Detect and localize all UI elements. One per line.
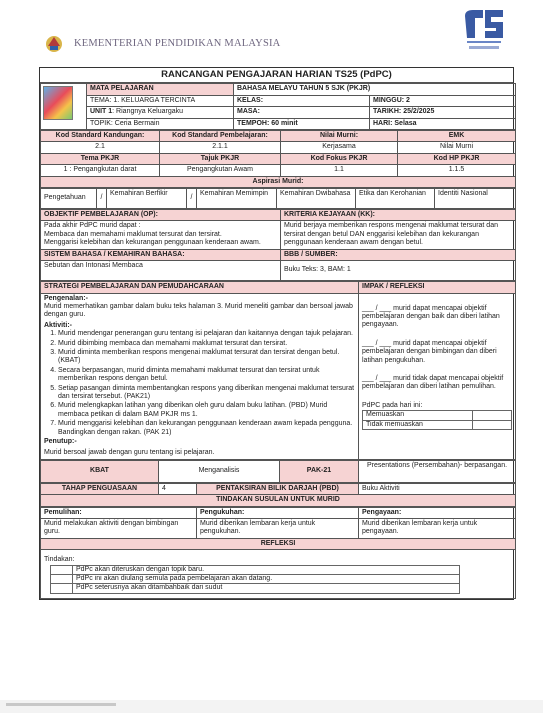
kbat-header: KBAT [41, 460, 159, 482]
kod-fokus-value: 1.1 [281, 165, 398, 176]
aktiviti-item: 5. Setiap pasangan diminta membentangkan respons yang diberikan mengenai maklumat tersurat dan tersirat tersebut. (PAK21) [58, 385, 355, 402]
tindakan-table [50, 565, 460, 594]
pelaksanaan-table [362, 410, 512, 430]
tindakan-item: PdPc akan diteruskan dengan topik baru. [73, 565, 460, 574]
pak21-value: Presentations (Persembahan)- berpasangan. [359, 460, 516, 482]
aktiviti-item: 6. Murid melengkapkan latihan yang diberikan oleh guru dalam buku latihan. (PBD) Murid membaca petikan di dalam BAM PKJR ms 1. [58, 402, 355, 419]
tindakan-item: PdPc ini akan diulang semula pada pembelajaran akan datang. [73, 575, 460, 584]
ksp-value: 2.1.1 [160, 142, 281, 153]
pengukuhan-header: Pengukuhan: [197, 507, 359, 518]
pbd-header: PENTAKSIRAN BILIK DARJAH (PBD) [197, 483, 359, 494]
objektif-item: Menggarisi kelebihan dan kekurangan penggunaan kenderaan awam. [44, 239, 261, 247]
ksk-value: 2.1 [41, 142, 160, 153]
hari: HARI: Selasa [370, 118, 516, 129]
pengukuhan-value: Murid diberikan lembaran kerja untuk pengukuhan. [197, 519, 359, 539]
sistem-bahasa-value: Sebutan dan Intonasi Membaca [41, 261, 281, 281]
aspirasi-item: Etika dan Kerohanian [356, 189, 435, 209]
tajuk-pkjr-header: Tajuk PKJR [160, 153, 281, 164]
pengayaan-value: Murid diberikan lembaran kerja untuk pengayaan. [359, 519, 516, 539]
ts25-logo-icon [461, 8, 507, 56]
kriteria-header: KRITERIA KEJAYAAN (KK): [281, 210, 516, 221]
info-table [40, 83, 516, 130]
tema-pkjr-value: 1 : Pengangkutan darat [41, 165, 160, 176]
aktiviti-header: Aktiviti:- [44, 321, 72, 329]
unit: UNIT 1 [90, 108, 113, 116]
impak-header: IMPAK / REFLEKSI [359, 282, 516, 293]
bbb-header: BBB / SUMBER: [281, 249, 516, 260]
aspirasi-item: Kemahiran Dwibahasa [277, 189, 356, 209]
impak-baik: ___ / ___ murid dapat mencapai objektif pembelajaran dengan baik dan diberi latihan pengayaan. [362, 304, 500, 329]
bottom-bar [0, 700, 543, 713]
minggu: MINGGU: 2 [370, 95, 516, 106]
aspirasi-header: Aspirasi Murid: [41, 176, 516, 187]
tp-table [40, 483, 516, 507]
kod-fokus-header: Kod Fokus PKJR [281, 153, 398, 164]
aspirasi-tick: / [187, 189, 197, 209]
textbook-cover-icon [43, 86, 73, 120]
penutup-text: Murid bersoal jawab dengan guru tentang isi pelajaran. [44, 449, 215, 457]
page-title: RANCANGAN PENGAJARAN HARIAN TS25 (PdPC) [40, 68, 513, 83]
aktiviti-item: 1. Murid mendengar penerangan guru tentang isi pelajaran dan kaitannya dengan tajuk pelajaran. [58, 330, 355, 338]
kbat-value: Menganalisis [159, 460, 280, 482]
tindakan-header: Tindakan: [44, 556, 75, 564]
tema-pkjr-header: Tema PKJR [41, 153, 160, 164]
pak21-header: PAK-21 [280, 460, 359, 482]
refleksi-header: REFLEKSI [41, 538, 516, 549]
tajuk-pkjr-value: Pengangkutan Awam [160, 165, 281, 176]
memuaskan-option: Memuaskan [363, 411, 473, 420]
unit-title: : Riangnya Keluargaku [112, 108, 183, 116]
tp-header: TAHAP PENGUASAAN [41, 483, 159, 494]
tarikh: TARIKH: 25/2/2025 [370, 107, 516, 118]
mata-pelajaran-label: MATA PELAJARAN [87, 84, 234, 95]
kelas: KELAS: [234, 95, 370, 106]
impak-bimbingan: ___ / ___ murid dapat mencapai objektif pembelajaran dengan bimbingan dan diberi latihan pengukuhan. [362, 339, 497, 364]
ksk-header: Kod Standard Kandungan: [41, 131, 160, 142]
lesson-plan [39, 67, 514, 600]
objektif-item: Membaca dan memahami maklumat tersurat dan tersirat. [44, 230, 222, 238]
topik: TOPIK: Ceria Bermain [87, 118, 234, 129]
document-header [0, 0, 543, 66]
tidak-memuaskan-option: Tidak memuaskan [363, 420, 473, 429]
nilai-murni-header: Nilai Murni: [281, 131, 398, 142]
penutup-header: Penutup:- [44, 438, 77, 445]
tema: TEMA: 1. KELUARGA TERCINTA [87, 95, 234, 106]
aktiviti-item: 4. Secara berpasangan, murid diminta memahami maklumat tersurat dan tersirat untuk memberikan respons dengan betul. [58, 367, 355, 384]
objektif-header: OBJEKTIF PEMBELAJARAN (OP): [41, 210, 281, 221]
strategi-header: STRATEGI PEMBELAJARAN DAN PEMUDAHCARAAN [41, 282, 359, 293]
objektif-table [40, 209, 516, 281]
aktiviti-list [44, 330, 355, 437]
malaysia-crest-icon [44, 34, 64, 54]
ksp-header: Kod Standard Pembelajaran: [160, 131, 281, 142]
masa: MASA: [234, 107, 370, 118]
ministry-name: KEMENTERIAN PENDIDIKAN MALAYSIA [74, 38, 281, 49]
kriteria-text: Murid berjaya memberikan respons mengenai maklumat tersurat dan tersirat dengan betul DAN enggarisi kelebihan dan kekurangan penggunaan kenderaan awam dengan betul. [281, 221, 516, 249]
kod-hp-header: Kod HP PKJR [398, 153, 516, 164]
objektif-intro: Pada akhir PdPC murid dapat : [44, 222, 141, 230]
aktiviti-item: 3. Murid diminta memberikan respons mengenai maklumat tersurat dan tersirat dengan betul. (KBAT) [58, 349, 355, 366]
emk-value: Nilai Murni [398, 142, 516, 153]
pdpc-hari-ini: PdPC pada hari ini: [362, 401, 423, 409]
pemulihan-value: Murid melakukan aktiviti dengan bimbingan guru. [41, 519, 197, 539]
bbb-value: Buku Teks: 3, BAM: 1 [281, 261, 516, 281]
tp-value: 4 [159, 483, 197, 494]
pengayaan-header: Pengayaan: [359, 507, 516, 518]
standard-table [40, 130, 516, 188]
emk-header: EMK [398, 131, 516, 142]
bottom-bar-fragment [6, 703, 116, 706]
aktiviti-item: 7. Murid menggarisi kelebihan dan kekurangan penggunaan kenderaan awam kepada pengguna. Bandingkan dengan rakan. (PAK 21) [58, 420, 355, 437]
pengenalan-text: Murid memerhatikan gambar dalam buku teks halaman 3. Murid meneliti gambar dan bersoal jawab dengan guru. [44, 302, 353, 319]
pemulihan-header: Pemulihan: [41, 507, 197, 518]
strategi-table [40, 281, 516, 460]
tindakan-item: PdPc seterusnya akan ditambahbaik dari sudut [73, 584, 460, 593]
susulan-table [40, 507, 516, 599]
tempoh: TEMPOH: 60 minit [234, 118, 370, 129]
subject: BAHASA MELAYU TAHUN 5 SJK (PKJR) [234, 84, 516, 95]
kod-hp-value: 1.1.5 [398, 165, 516, 176]
aspirasi-item: Identiti Nasional [435, 189, 516, 209]
aspirasi-tick: / [97, 189, 107, 209]
kbat-table [40, 460, 516, 483]
sistem-bahasa-header: SISTEM BAHASA / KEMAHIRAN BAHASA: [41, 249, 281, 260]
aktiviti-item: 2. Murid dibimbing membaca dan memahami maklumat tersurat dan tersirat. [58, 340, 355, 348]
nilai-murni-value: Kerjasama [281, 142, 398, 153]
pengenalan-header: Pengenalan:- [44, 294, 88, 302]
aspirasi-table [40, 188, 516, 209]
impak-pemulihan: ___ / ___ murid tidak dapat mencapai objektif pembelajaran dan diberi latihan pemulihan. [362, 374, 504, 391]
aspirasi-item: Pengetahuan [41, 189, 97, 209]
aspirasi-item: Kemahiran Memimpin [197, 189, 277, 209]
pbd-value: Buku Aktiviti [359, 483, 516, 494]
susulan-header: TINDAKAN SUSULAN UNTUK MURID [41, 495, 516, 506]
aspirasi-item: Kemahiran Berfikir [107, 189, 187, 209]
